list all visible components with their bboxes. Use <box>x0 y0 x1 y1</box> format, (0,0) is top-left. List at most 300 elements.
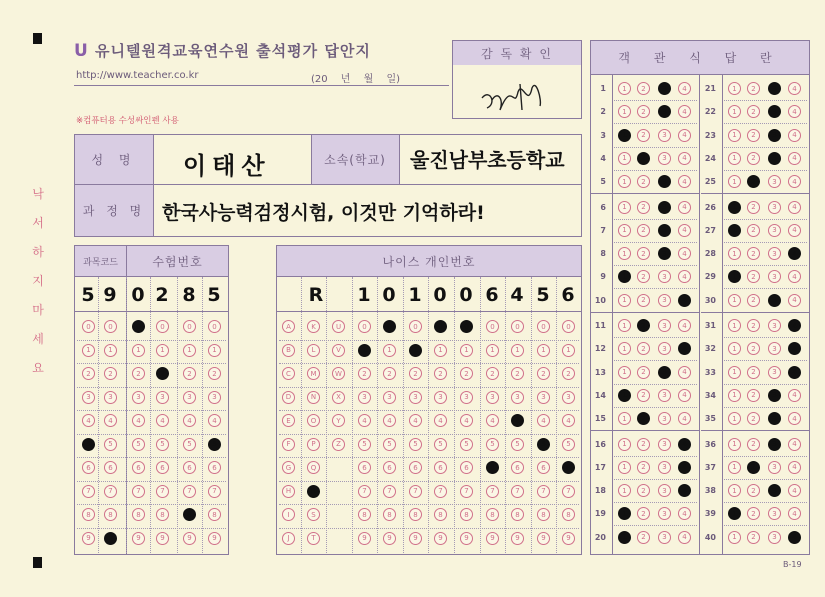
answer-bubble[interactable]: 4 <box>788 247 801 260</box>
answer-bubble[interactable]: 2 <box>747 484 760 497</box>
answer-bubble[interactable]: 3 <box>658 342 671 355</box>
answer-bubble[interactable]: 2 <box>747 438 760 451</box>
neis-letter-bubble[interactable]: F <box>282 438 295 451</box>
answer-bubble[interactable]: 2 <box>637 175 650 188</box>
exam-bubble[interactable]: 5 <box>156 438 169 451</box>
neis-digit-bubble[interactable]: 6 <box>358 461 371 474</box>
answer-bubble[interactable]: 2 <box>747 175 760 188</box>
answer-bubble[interactable]: 3 <box>658 531 671 544</box>
exam-bubble[interactable]: 1 <box>183 344 196 357</box>
answer-bubble[interactable]: 4 <box>678 366 691 379</box>
neis-digit-bubble[interactable]: 3 <box>358 391 371 404</box>
exam-bubble[interactable]: 9 <box>208 532 221 545</box>
neis-digit-bubble[interactable]: 5 <box>383 438 396 451</box>
neis-digit-bubble[interactable]: 1 <box>460 344 473 357</box>
neis-digit-bubble[interactable]: 0 <box>358 320 371 333</box>
neis-digit-bubble[interactable]: 2 <box>511 367 524 380</box>
neis-digit-bubble[interactable]: 7 <box>511 485 524 498</box>
answer-bubble[interactable]: 1 <box>728 319 741 332</box>
answer-bubble[interactable]: 4 <box>678 105 691 118</box>
neis-digit-bubble[interactable]: 1 <box>562 344 575 357</box>
answer-bubble[interactable]: 1 <box>728 224 741 237</box>
exam-bubble[interactable]: 8 <box>132 508 145 521</box>
answer-bubble[interactable]: 2 <box>747 461 760 474</box>
neis-letter-bubble[interactable]: W <box>332 367 345 380</box>
neis-digit-bubble[interactable]: 8 <box>358 508 371 521</box>
exam-bubble[interactable]: 5 <box>208 438 221 451</box>
neis-digit-bubble[interactable]: 0 <box>486 320 499 333</box>
answer-bubble[interactable]: 1 <box>618 461 631 474</box>
answer-bubble[interactable]: 3 <box>658 319 671 332</box>
neis-digit-bubble[interactable]: 9 <box>434 532 447 545</box>
answer-bubble[interactable]: 1 <box>618 224 631 237</box>
exam-bubble[interactable]: 4 <box>208 414 221 427</box>
answer-bubble[interactable]: 1 <box>728 484 741 497</box>
neis-digit-bubble[interactable]: 2 <box>358 367 371 380</box>
answer-bubble[interactable]: 2 <box>637 105 650 118</box>
exam-bubble[interactable]: 3 <box>82 391 95 404</box>
neis-digit-bubble[interactable]: 5 <box>537 438 550 451</box>
answer-bubble[interactable]: 3 <box>768 201 781 214</box>
exam-bubble[interactable]: 8 <box>104 508 117 521</box>
neis-digit-bubble[interactable]: 1 <box>434 344 447 357</box>
neis-digit-bubble[interactable]: 1 <box>486 344 499 357</box>
answer-bubble[interactable]: 2 <box>637 319 650 332</box>
exam-bubble[interactable]: 1 <box>82 344 95 357</box>
neis-letter-bubble[interactable]: G <box>282 461 295 474</box>
neis-digit-bubble[interactable]: 7 <box>537 485 550 498</box>
exam-bubble[interactable]: 7 <box>104 485 117 498</box>
answer-bubble[interactable]: 3 <box>658 201 671 214</box>
answer-bubble[interactable]: 1 <box>728 531 741 544</box>
neis-digit-bubble[interactable]: 7 <box>358 485 371 498</box>
answer-bubble[interactable]: 2 <box>747 82 760 95</box>
neis-digit-bubble[interactable]: 4 <box>383 414 396 427</box>
answer-bubble[interactable]: 4 <box>678 507 691 520</box>
neis-digit-bubble[interactable]: 2 <box>460 367 473 380</box>
neis-digit-bubble[interactable]: 2 <box>537 367 550 380</box>
neis-letter-bubble[interactable]: R <box>307 485 320 498</box>
answer-bubble[interactable]: 1 <box>618 319 631 332</box>
answer-bubble[interactable]: 2 <box>637 270 650 283</box>
answer-bubble[interactable]: 3 <box>768 507 781 520</box>
exam-bubble[interactable]: 2 <box>132 367 145 380</box>
exam-bubble[interactable]: 9 <box>132 532 145 545</box>
neis-letter-bubble[interactable]: T <box>307 532 320 545</box>
answer-bubble[interactable]: 2 <box>747 319 760 332</box>
answer-bubble[interactable]: 1 <box>728 129 741 142</box>
neis-digit-bubble[interactable]: 9 <box>486 532 499 545</box>
neis-digit-bubble[interactable]: 8 <box>511 508 524 521</box>
answer-bubble[interactable]: 3 <box>658 438 671 451</box>
answer-bubble[interactable]: 3 <box>768 129 781 142</box>
exam-bubble[interactable]: 5 <box>82 438 95 451</box>
neis-digit-bubble[interactable]: 8 <box>434 508 447 521</box>
neis-letter-bubble[interactable]: P <box>307 438 320 451</box>
answer-bubble[interactable]: 1 <box>728 366 741 379</box>
neis-digit-bubble[interactable]: 0 <box>562 320 575 333</box>
neis-letter-bubble[interactable]: C <box>282 367 295 380</box>
answer-bubble[interactable]: 4 <box>678 82 691 95</box>
answer-bubble[interactable]: 1 <box>728 412 741 425</box>
answer-bubble[interactable]: 1 <box>728 175 741 188</box>
neis-digit-bubble[interactable]: 5 <box>486 438 499 451</box>
answer-bubble[interactable]: 4 <box>678 319 691 332</box>
neis-digit-bubble[interactable]: 9 <box>358 532 371 545</box>
answer-bubble[interactable]: 2 <box>637 342 650 355</box>
neis-letter-bubble[interactable]: K <box>307 320 320 333</box>
answer-bubble[interactable]: 4 <box>678 152 691 165</box>
exam-bubble[interactable]: 4 <box>132 414 145 427</box>
answer-bubble[interactable]: 4 <box>678 438 691 451</box>
neis-letter-bubble[interactable]: O <box>307 414 320 427</box>
answer-bubble[interactable]: 4 <box>678 224 691 237</box>
answer-bubble[interactable]: 2 <box>637 247 650 260</box>
neis-digit-bubble[interactable]: 4 <box>460 414 473 427</box>
answer-bubble[interactable]: 3 <box>768 175 781 188</box>
answer-bubble[interactable]: 2 <box>747 201 760 214</box>
exam-bubble[interactable]: 3 <box>104 391 117 404</box>
neis-digit-bubble[interactable]: 3 <box>537 391 550 404</box>
answer-bubble[interactable]: 3 <box>768 484 781 497</box>
answer-bubble[interactable]: 1 <box>618 507 631 520</box>
answer-bubble[interactable]: 4 <box>788 389 801 402</box>
answer-bubble[interactable]: 4 <box>678 484 691 497</box>
answer-bubble[interactable]: 3 <box>658 82 671 95</box>
answer-bubble[interactable]: 3 <box>658 270 671 283</box>
answer-bubble[interactable]: 4 <box>788 152 801 165</box>
answer-bubble[interactable]: 1 <box>618 152 631 165</box>
neis-digit-bubble[interactable]: 5 <box>358 438 371 451</box>
neis-letter-bubble[interactable]: A <box>282 320 295 333</box>
neis-digit-bubble[interactable]: 4 <box>358 414 371 427</box>
answer-bubble[interactable]: 2 <box>637 366 650 379</box>
answer-bubble[interactable]: 2 <box>637 412 650 425</box>
neis-digit-bubble[interactable]: 0 <box>434 320 447 333</box>
exam-bubble[interactable]: 9 <box>183 532 196 545</box>
neis-digit-bubble[interactable]: 8 <box>537 508 550 521</box>
exam-bubble[interactable]: 4 <box>82 414 95 427</box>
answer-bubble[interactable]: 4 <box>788 201 801 214</box>
neis-digit-bubble[interactable]: 2 <box>434 367 447 380</box>
answer-bubble[interactable]: 1 <box>618 342 631 355</box>
neis-digit-bubble[interactable]: 6 <box>409 461 422 474</box>
answer-bubble[interactable]: 3 <box>658 152 671 165</box>
neis-digit-bubble[interactable]: 6 <box>486 461 499 474</box>
neis-digit-bubble[interactable]: 0 <box>511 320 524 333</box>
neis-letter-bubble[interactable]: S <box>307 508 320 521</box>
answer-bubble[interactable]: 1 <box>618 366 631 379</box>
answer-bubble[interactable]: 3 <box>768 82 781 95</box>
neis-digit-bubble[interactable]: 0 <box>460 320 473 333</box>
neis-digit-bubble[interactable]: 5 <box>511 438 524 451</box>
neis-digit-bubble[interactable]: 4 <box>434 414 447 427</box>
neis-digit-bubble[interactable]: 3 <box>460 391 473 404</box>
exam-bubble[interactable]: 2 <box>104 367 117 380</box>
exam-bubble[interactable]: 5 <box>183 438 196 451</box>
exam-bubble[interactable]: 6 <box>208 461 221 474</box>
exam-bubble[interactable]: 6 <box>82 461 95 474</box>
answer-bubble[interactable]: 1 <box>618 438 631 451</box>
answer-bubble[interactable]: 4 <box>678 129 691 142</box>
exam-bubble[interactable]: 2 <box>156 367 169 380</box>
answer-bubble[interactable]: 2 <box>637 294 650 307</box>
neis-digit-bubble[interactable]: 6 <box>434 461 447 474</box>
neis-letter-bubble[interactable]: D <box>282 391 295 404</box>
answer-bubble[interactable]: 2 <box>747 531 760 544</box>
neis-digit-bubble[interactable]: 3 <box>434 391 447 404</box>
exam-bubble[interactable]: 7 <box>82 485 95 498</box>
exam-bubble[interactable]: 0 <box>82 320 95 333</box>
neis-digit-bubble[interactable]: 3 <box>409 391 422 404</box>
answer-bubble[interactable]: 1 <box>728 82 741 95</box>
answer-bubble[interactable]: 3 <box>658 366 671 379</box>
answer-bubble[interactable]: 4 <box>678 461 691 474</box>
exam-bubble[interactable]: 1 <box>156 344 169 357</box>
answer-bubble[interactable]: 3 <box>658 294 671 307</box>
answer-bubble[interactable]: 2 <box>637 507 650 520</box>
neis-digit-bubble[interactable]: 4 <box>486 414 499 427</box>
answer-bubble[interactable]: 2 <box>637 224 650 237</box>
answer-bubble[interactable]: 4 <box>788 175 801 188</box>
answer-bubble[interactable]: 4 <box>788 224 801 237</box>
exam-bubble[interactable]: 8 <box>82 508 95 521</box>
answer-bubble[interactable]: 2 <box>637 82 650 95</box>
answer-bubble[interactable]: 1 <box>728 461 741 474</box>
answer-bubble[interactable]: 4 <box>788 82 801 95</box>
neis-digit-bubble[interactable]: 5 <box>409 438 422 451</box>
answer-bubble[interactable]: 4 <box>678 294 691 307</box>
answer-bubble[interactable]: 1 <box>728 105 741 118</box>
answer-bubble[interactable]: 2 <box>747 412 760 425</box>
neis-digit-bubble[interactable]: 9 <box>409 532 422 545</box>
neis-digit-bubble[interactable]: 2 <box>409 367 422 380</box>
answer-bubble[interactable]: 4 <box>678 531 691 544</box>
exam-bubble[interactable]: 2 <box>82 367 95 380</box>
answer-bubble[interactable]: 3 <box>658 224 671 237</box>
answer-bubble[interactable]: 2 <box>747 366 760 379</box>
neis-letter-bubble[interactable]: N <box>307 391 320 404</box>
answer-bubble[interactable]: 1 <box>618 484 631 497</box>
answer-bubble[interactable]: 4 <box>788 507 801 520</box>
neis-digit-bubble[interactable]: 0 <box>383 320 396 333</box>
neis-letter-bubble[interactable]: U <box>332 320 345 333</box>
answer-bubble[interactable]: 4 <box>788 484 801 497</box>
answer-bubble[interactable]: 3 <box>658 389 671 402</box>
exam-bubble[interactable]: 1 <box>208 344 221 357</box>
neis-digit-bubble[interactable]: 8 <box>460 508 473 521</box>
neis-digit-bubble[interactable]: 2 <box>383 367 396 380</box>
answer-bubble[interactable]: 2 <box>637 152 650 165</box>
neis-digit-bubble[interactable]: 5 <box>434 438 447 451</box>
neis-letter-bubble[interactable]: Z <box>332 438 345 451</box>
neis-letter-bubble[interactable]: M <box>307 367 320 380</box>
answer-bubble[interactable]: 2 <box>747 224 760 237</box>
exam-bubble[interactable]: 7 <box>132 485 145 498</box>
answer-bubble[interactable]: 3 <box>768 270 781 283</box>
neis-digit-bubble[interactable]: 4 <box>537 414 550 427</box>
exam-bubble[interactable]: 2 <box>208 367 221 380</box>
neis-digit-bubble[interactable]: 9 <box>511 532 524 545</box>
neis-digit-bubble[interactable]: 3 <box>383 391 396 404</box>
exam-bubble[interactable]: 3 <box>132 391 145 404</box>
answer-bubble[interactable]: 1 <box>728 201 741 214</box>
exam-bubble[interactable]: 0 <box>208 320 221 333</box>
neis-digit-bubble[interactable]: 7 <box>434 485 447 498</box>
answer-bubble[interactable]: 4 <box>788 461 801 474</box>
answer-bubble[interactable]: 3 <box>768 531 781 544</box>
neis-digit-bubble[interactable]: 8 <box>409 508 422 521</box>
neis-digit-bubble[interactable]: 8 <box>562 508 575 521</box>
exam-bubble[interactable]: 4 <box>104 414 117 427</box>
exam-bubble[interactable]: 0 <box>104 320 117 333</box>
exam-bubble[interactable]: 6 <box>104 461 117 474</box>
answer-bubble[interactable]: 2 <box>637 129 650 142</box>
answer-bubble[interactable]: 1 <box>618 201 631 214</box>
exam-bubble[interactable]: 8 <box>208 508 221 521</box>
exam-bubble[interactable]: 3 <box>156 391 169 404</box>
answer-bubble[interactable]: 3 <box>768 366 781 379</box>
neis-letter-bubble[interactable]: Q <box>307 461 320 474</box>
answer-bubble[interactable]: 3 <box>658 484 671 497</box>
exam-bubble[interactable]: 2 <box>183 367 196 380</box>
exam-bubble[interactable]: 6 <box>183 461 196 474</box>
answer-bubble[interactable]: 2 <box>747 105 760 118</box>
neis-digit-bubble[interactable]: 6 <box>511 461 524 474</box>
neis-letter-bubble[interactable]: L <box>307 344 320 357</box>
neis-digit-bubble[interactable]: 7 <box>486 485 499 498</box>
exam-bubble[interactable]: 7 <box>208 485 221 498</box>
exam-bubble[interactable]: 4 <box>183 414 196 427</box>
answer-bubble[interactable]: 4 <box>788 342 801 355</box>
answer-bubble[interactable]: 3 <box>768 247 781 260</box>
answer-bubble[interactable]: 4 <box>678 389 691 402</box>
answer-bubble[interactable]: 1 <box>728 270 741 283</box>
answer-bubble[interactable]: 3 <box>768 105 781 118</box>
neis-digit-bubble[interactable]: 9 <box>383 532 396 545</box>
exam-bubble[interactable]: 8 <box>183 508 196 521</box>
neis-digit-bubble[interactable]: 8 <box>486 508 499 521</box>
answer-bubble[interactable]: 1 <box>618 247 631 260</box>
answer-bubble[interactable]: 2 <box>747 152 760 165</box>
exam-bubble[interactable]: 4 <box>156 414 169 427</box>
neis-digit-bubble[interactable]: 1 <box>358 344 371 357</box>
neis-letter-bubble[interactable]: Y <box>332 414 345 427</box>
answer-bubble[interactable]: 4 <box>788 412 801 425</box>
answer-bubble[interactable]: 3 <box>658 247 671 260</box>
neis-digit-bubble[interactable]: 7 <box>383 485 396 498</box>
neis-digit-bubble[interactable]: 1 <box>537 344 550 357</box>
answer-bubble[interactable]: 1 <box>618 82 631 95</box>
neis-digit-bubble[interactable]: 2 <box>486 367 499 380</box>
answer-bubble[interactable]: 3 <box>768 294 781 307</box>
neis-digit-bubble[interactable]: 1 <box>383 344 396 357</box>
answer-bubble[interactable]: 4 <box>678 247 691 260</box>
answer-bubble[interactable]: 2 <box>747 294 760 307</box>
neis-digit-bubble[interactable]: 1 <box>409 344 422 357</box>
neis-digit-bubble[interactable]: 6 <box>562 461 575 474</box>
neis-digit-bubble[interactable]: 6 <box>460 461 473 474</box>
exam-bubble[interactable]: 3 <box>183 391 196 404</box>
neis-digit-bubble[interactable]: 2 <box>562 367 575 380</box>
neis-digit-bubble[interactable]: 7 <box>409 485 422 498</box>
answer-bubble[interactable]: 3 <box>768 152 781 165</box>
answer-bubble[interactable]: 2 <box>747 342 760 355</box>
exam-bubble[interactable]: 9 <box>104 532 117 545</box>
answer-bubble[interactable]: 3 <box>768 389 781 402</box>
answer-bubble[interactable]: 2 <box>747 129 760 142</box>
exam-bubble[interactable]: 8 <box>156 508 169 521</box>
neis-letter-bubble[interactable]: E <box>282 414 295 427</box>
neis-digit-bubble[interactable]: 1 <box>511 344 524 357</box>
answer-bubble[interactable]: 1 <box>728 507 741 520</box>
neis-letter-bubble[interactable]: H <box>282 485 295 498</box>
answer-bubble[interactable]: 1 <box>618 105 631 118</box>
answer-bubble[interactable]: 3 <box>768 461 781 474</box>
neis-digit-bubble[interactable]: 3 <box>562 391 575 404</box>
neis-digit-bubble[interactable]: 4 <box>511 414 524 427</box>
neis-letter-bubble[interactable]: V <box>332 344 345 357</box>
exam-bubble[interactable]: 1 <box>104 344 117 357</box>
neis-digit-bubble[interactable]: 0 <box>537 320 550 333</box>
neis-letter-bubble[interactable]: X <box>332 391 345 404</box>
neis-digit-bubble[interactable]: 8 <box>383 508 396 521</box>
exam-bubble[interactable]: 6 <box>132 461 145 474</box>
exam-bubble[interactable]: 0 <box>132 320 145 333</box>
neis-digit-bubble[interactable]: 3 <box>486 391 499 404</box>
neis-letter-bubble[interactable]: B <box>282 344 295 357</box>
answer-bubble[interactable]: 1 <box>618 175 631 188</box>
neis-digit-bubble[interactable]: 9 <box>562 532 575 545</box>
answer-bubble[interactable]: 3 <box>658 129 671 142</box>
answer-bubble[interactable]: 3 <box>768 342 781 355</box>
answer-bubble[interactable]: 4 <box>788 105 801 118</box>
answer-bubble[interactable]: 1 <box>618 270 631 283</box>
exam-bubble[interactable]: 3 <box>208 391 221 404</box>
answer-bubble[interactable]: 4 <box>678 201 691 214</box>
answer-bubble[interactable]: 1 <box>728 342 741 355</box>
answer-bubble[interactable]: 2 <box>747 389 760 402</box>
exam-bubble[interactable]: 9 <box>156 532 169 545</box>
answer-bubble[interactable]: 4 <box>788 366 801 379</box>
neis-digit-bubble[interactable]: 9 <box>460 532 473 545</box>
answer-bubble[interactable]: 2 <box>637 461 650 474</box>
answer-bubble[interactable]: 4 <box>788 438 801 451</box>
exam-bubble[interactable]: 6 <box>156 461 169 474</box>
answer-bubble[interactable]: 1 <box>618 294 631 307</box>
answer-bubble[interactable]: 3 <box>768 412 781 425</box>
neis-digit-bubble[interactable]: 4 <box>409 414 422 427</box>
answer-bubble[interactable]: 3 <box>768 319 781 332</box>
neis-digit-bubble[interactable]: 5 <box>460 438 473 451</box>
answer-bubble[interactable]: 3 <box>768 438 781 451</box>
answer-bubble[interactable]: 4 <box>678 270 691 283</box>
answer-bubble[interactable]: 4 <box>678 342 691 355</box>
answer-bubble[interactable]: 1 <box>728 438 741 451</box>
answer-bubble[interactable]: 1 <box>618 389 631 402</box>
answer-bubble[interactable]: 2 <box>747 247 760 260</box>
neis-letter-bubble[interactable]: J <box>282 532 295 545</box>
exam-bubble[interactable]: 9 <box>82 532 95 545</box>
answer-bubble[interactable]: 4 <box>788 531 801 544</box>
neis-digit-bubble[interactable]: 7 <box>460 485 473 498</box>
answer-bubble[interactable]: 1 <box>618 412 631 425</box>
exam-bubble[interactable]: 5 <box>104 438 117 451</box>
answer-bubble[interactable]: 2 <box>747 270 760 283</box>
answer-bubble[interactable]: 3 <box>658 507 671 520</box>
answer-bubble[interactable]: 1 <box>618 129 631 142</box>
exam-bubble[interactable]: 5 <box>132 438 145 451</box>
